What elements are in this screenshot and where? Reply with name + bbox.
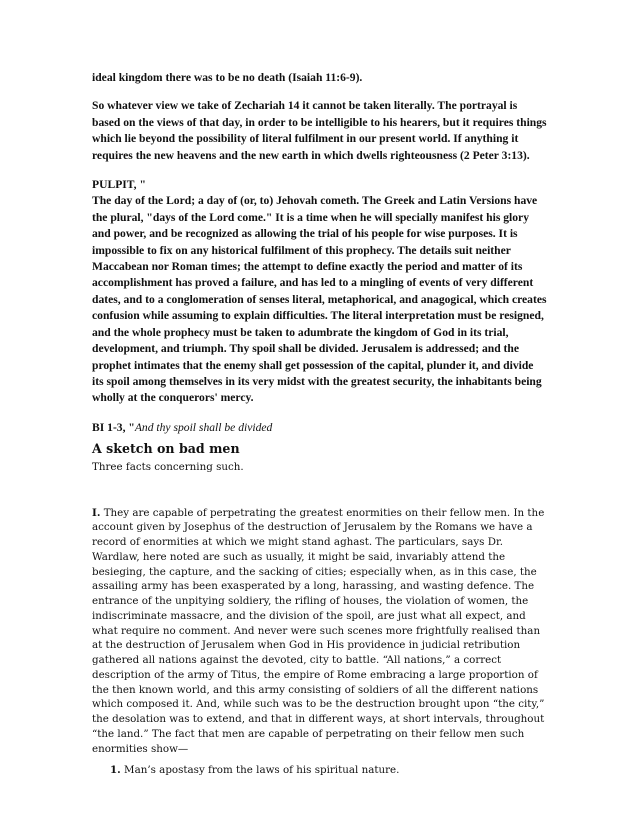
section-intro: Three facts concerning such. (92, 460, 244, 473)
paragraph-isaiah-ref: ideal kingdom there was to be no death (Isaiah 11:6-9). (92, 71, 363, 84)
document-page (92, 70, 547, 778)
spacer (92, 475, 547, 506)
bi-reference-quote: And thy spoil shall be divided (134, 420, 273, 434)
spacer (92, 86, 547, 98)
list-item-text: Man’s apostasy from the laws of his spiritual nature. (124, 764, 400, 777)
list-item-number: 1. (110, 764, 121, 777)
spacer (92, 164, 547, 177)
section-title: A sketch on bad men (92, 440, 240, 456)
pulpit-heading: PULPIT, " (92, 178, 146, 192)
bi-reference (92, 420, 547, 436)
list-item (110, 763, 547, 778)
paragraph-zechariah: So whatever view we take of Zechariah 14 it cannot be taken literally. The portrayal is based on the views of that day, in order to be intelligible to his hearers, but it requires things which lie beyond the possibility of literal fulfilment in our present world. If anything it requires the new heavens and the new earth in which dwells righteousness (2 Peter 3:13). (92, 99, 547, 162)
point-one-paragraph (92, 506, 547, 757)
point-one-text: They are capable of perpetrating the greatest enormities on their fellow men. In the account given by Josephus of the destruction of Jerusalem by the Romans we have a record of enormities at which we might stand aghast. The particulars, says Dr. Wardlaw, here noted are such as usually, it might be said, invariably attend the besieging, the capture, and the sacking of cities; especially when, as in this case, the assailing army has been exasperated by a long, harassing, and wasting defence. The entrance of the unpitying soldiery, the rifling of houses, the violation of women, the indiscriminate massacre, and the division of the spoil, are just what all expect, and what require no comment. And never were such scenes more frightfully realised than at the destruction of Jerusalem when God in His providence in judicial retribution gathered all nations against the devoted, city to battle. “All nations,” a correct description of the army of Titus, the empire of Rome embracing a large proportion of the then known world, and this army consisting of soldiers of all the different nations which composed it. And, while such was to be the destruction brought upon “the city,” the desolation was to extend, and that in different ways, at short intervals, throughout “the land.” The fact that men are capable of perpetrating on their fellow men such enormities show— (92, 506, 545, 755)
pulpit-commentary: The day of the Lord; a day of (or, to) Jehovah cometh. The Greek and Latin Versions have the plural, "days of the Lord come." It is a time when he will specially manifest his glory and power, and be recognized as allowing the trial of his people for wise purposes. It is impossible to fix on any historical fulfilment of this prophecy. The details suit neither Maccabean nor Roman times; the attempt to define exactly the period and matter of its accomplishment has proved a failure, and has led to a mingling of events of very different dates, and to a conglomeration of senses literal, metaphorical, and anagogical, which creates confusion while assuming to explain difficulties. The literal interpretation must be resigned, and the whole prophecy must be taken to adumbrate the kingdom of God in its trial, development, and triumph. Thy spoil shall be divided. Jerusalem is addressed; and the prophet intimates that the enemy shall get possession of the capital, plunder it, and divide its spoil among themselves in its very midst with the greatest security, the inhabitants being wholly at the conquerors' mercy. (92, 194, 547, 405)
spacer (92, 407, 547, 420)
point-numeral: I. (92, 506, 101, 519)
bi-reference-prefix: BI 1-3, " (92, 420, 135, 434)
